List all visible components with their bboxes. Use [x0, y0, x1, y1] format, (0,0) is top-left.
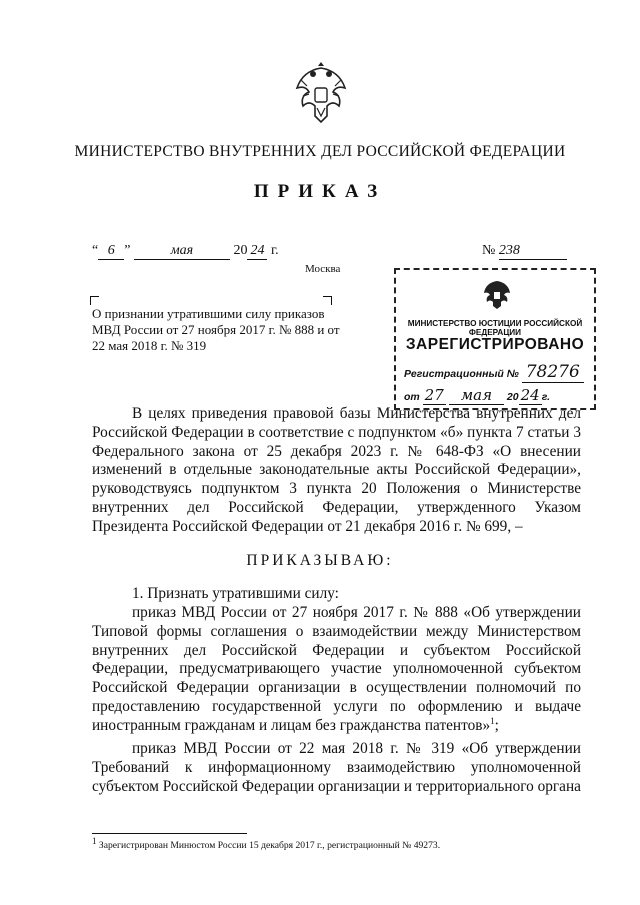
- stamp-date-prefix: от: [404, 391, 420, 403]
- city: Москва: [305, 263, 341, 275]
- footnote-divider: [92, 833, 247, 834]
- date-year-prefix: 20: [233, 243, 248, 258]
- subject-bracket-left: [90, 296, 99, 305]
- item-1a-text: приказ МВД России от 27 ноября 2017 г. № 888 «Об утверждении Типовой формы соглашения о взаимодействии между Министерством внутренних дел Российской Федерации и субъектом Российской Федерации, предусматривающего участие уполномоченной субъектом Российской Федерации организации в осуществлении полномочий по предоставлению государственной услуги по оформлению и выдаче иностранным гражданам и лицам без гражданства патентов»: [92, 604, 581, 734]
- stamp-reg-number: [404, 362, 584, 382]
- stamp-date-day: 27: [424, 386, 444, 404]
- stamp-date-month: мая: [449, 386, 504, 405]
- document-type-title: ПРИКАЗ: [253, 181, 387, 202]
- date-year-unit: г.: [270, 243, 279, 258]
- footnote-ref-mark[interactable]: 1: [490, 715, 495, 726]
- date-year: 24: [247, 243, 267, 260]
- order-number: [482, 243, 567, 260]
- order-number-value: 238: [499, 243, 567, 260]
- item-1a-block: [92, 604, 581, 736]
- ministry-name: МИНИСТЕРСТВО ВНУТРЕННИХ ДЕЛ РОССИЙСКОЙ ФЕДЕРАЦИИ: [74, 143, 566, 160]
- stamp-emblem-icon: [482, 278, 512, 310]
- number-sign: №: [482, 243, 496, 258]
- item-1a-paragraph: [92, 604, 581, 736]
- footnote-mark: 1: [92, 835, 97, 846]
- stamp-date-suffix: г.: [541, 391, 551, 403]
- stamp-date: [404, 386, 550, 404]
- order-date: [92, 243, 279, 260]
- footnote-text: Зарегистрирован Минюстом России 15 декабря 2017 г., регистрационный № 49273.: [98, 840, 441, 851]
- date-open-quote: “: [92, 243, 99, 258]
- stamp-reg-number-value: 78276: [522, 362, 584, 383]
- item-1b-paragraph: приказ МВД России от 22 мая 2018 г. № 319 «Об утверждении Требований к информационному взаимодействию уполномоченной субъектом Российской Федерации организации и территориального органа: [92, 740, 581, 795]
- stamp-date-year: 24: [520, 386, 540, 404]
- order-subject: О признании утратившими силу приказов МВД России от 27 ноября 2017 г. № 888 и от 22 мая 2018 г. № 319: [92, 306, 340, 353]
- stamp-reg-label: Регистрационный №: [404, 368, 519, 380]
- stamp-registered: ЗАРЕГИСТРИРОВАНО: [405, 336, 585, 353]
- decree-heading: ПРИКАЗЫВАЮ:: [246, 552, 394, 569]
- subject-bracket-right: [323, 296, 332, 305]
- item-1a-end: ;: [494, 716, 499, 734]
- stamp-ministry: МИНИСТЕРСТВО ЮСТИЦИИ РОССИЙСКОЙ ФЕДЕРАЦИИ: [407, 319, 583, 337]
- item-1-heading: 1. Признать утратившими силу:: [132, 585, 339, 602]
- date-month: мая: [134, 243, 230, 260]
- date-day: 6: [98, 243, 124, 260]
- stamp-date-year-prefix: 20: [506, 391, 519, 403]
- item-1b-block: [92, 740, 581, 796]
- preamble-block: [92, 405, 581, 537]
- date-close-quote: ”: [124, 243, 131, 258]
- coat-of-arms-icon: [293, 58, 349, 126]
- footnote: [92, 835, 441, 851]
- preamble-paragraph: В целях приведения правовой базы Министерства внутренних дел Российской Федерации в соответствие с подпунктом «б» пункта 7 статьи 3 Федерального закона от 25 декабря 2023 г. № 648-ФЗ «О внесении изменений в отдельные законодательные акты Российской Федерации», руководствуясь подпунктом 3 пункта 20 Положения о Министерстве внутренних дел Российской Федерации, утвержденного Указом Президента Российской Федерации от 21 декабря 2016 г. № 699, –: [92, 405, 581, 535]
- registration-stamp: [394, 268, 596, 410]
